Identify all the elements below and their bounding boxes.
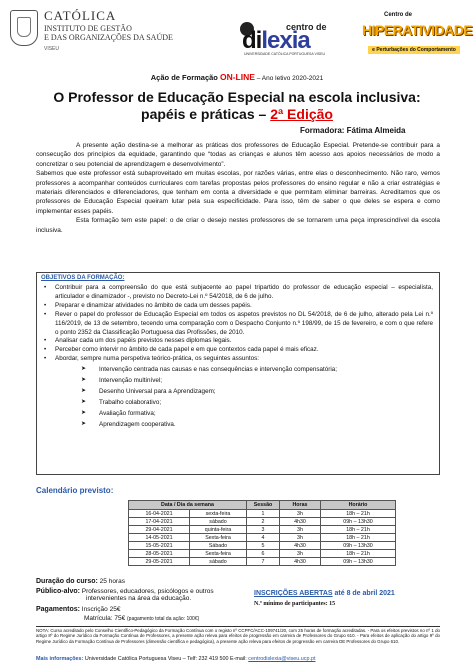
header-hours: Horas: [280, 501, 321, 510]
hiperatividade-logo: [362, 12, 473, 64]
cell-date: 29-05-2021: [129, 558, 190, 566]
cell-date: 17-04-2021: [129, 518, 190, 526]
cell-time: 09h – 13h30: [321, 558, 396, 566]
contact-info: Mais informações: Universidade Católica Portuguesa Viseu – Telf: 232 419 500 E-mail: centrodislexia@viseu.ucp.pt: [36, 656, 316, 662]
intro-paragraph: A presente ação destina-se a melhorar as práticas dos professores de Educação Especial. Pretende-se contribuir para a consecução dos princípios da equidade, garantindo que “todas as crianças e alunos têm acesso aos apoios necessários de modo a concretizar o seu potencial de aprendizagem e desenvolvimento”.: [36, 142, 440, 168]
objective-item: • Analisar cada um dos papéis previstos nesses diplomas legais.: [41, 337, 433, 346]
action-line: Ação de Formação ON-LINE – Ano letivo 2020-2021: [150, 72, 324, 82]
page-title: O Professor de Educação Especial na escola inclusiva: papéis e práticas – 2ª Edição: [53, 89, 421, 122]
table-header-row: [129, 501, 396, 510]
intro-paragraph: Esta formação tem este papel: o de criar o desejo nestes professores de se tornarem uma peça imprescindível da escola inclusiva.: [36, 217, 440, 234]
topic-item: ➤ Intervenção centrada nas causas e nas consequências e intervenção compensatória;: [41, 364, 433, 375]
accreditation-note: NOTA: Curso acreditado pelo Conselho Científico-Pedagógico da Formação Contínua com o registo nº CCPFC/ACC-109741/20, com 25 horas de formação acreditadas. - Para os efeitos previstos no nº 1 do artigo 8º do Regime Jurídico da Formação Contínua de Professores, a presente ação releva para efeitos de progressão em carreira de Professores do Grupo 610. - Para efeitos de aplicação do artigo 9º do Regime Jurídico da Formação Contínua de Professores (dimensão científica e pedagógica), a presente ação releva para efeitos de progressão em carreira DE Professores do Grupo 610.: [36, 628, 440, 644]
hiper-subtitle: e Perturbações do Comportamento: [368, 46, 460, 54]
course-duration: Duração do curso: 25 horas: [36, 578, 125, 585]
hiper-prefix: Centro de: [384, 12, 413, 18]
topic-item: ➤ Aprendizagem cooperativa.: [41, 419, 433, 430]
payments: Pagamentos: Inscrição 25€: [36, 606, 121, 613]
cell-date: 16-04-2021: [129, 510, 190, 518]
mode-label: ON-LINE: [219, 72, 255, 82]
schedule-table: [128, 500, 396, 566]
cell-session: 6: [247, 550, 280, 558]
header-schedule: Horário: [321, 501, 396, 510]
cell-hours: 3h: [280, 534, 321, 542]
objectives-title: OBJETIVOS DA FORMAÇÃO:: [41, 275, 125, 281]
footer-divider: [36, 626, 440, 627]
table-row: [129, 550, 396, 558]
objective-item: • Contribuir para a compreensão do que está subjacente ao papel tripartido do professor de educação especial – especialista, articulador e dinamizador -, previsto no Decreto-Lei n.º 54/2018, de 6 de julho.: [41, 284, 433, 302]
table-row: [129, 526, 396, 534]
edition-label: 2ª Edição: [270, 106, 333, 122]
university-seal-icon: [10, 10, 38, 46]
intro-paragraph: Sabemos que este professor está subaproveitado em muitas escolas, por razões várias, entre elas o desconhecimento. Não raro, vemos professores a acompanhar conteúdos curriculares com tarefas propostas pelos professores do ensino regular e não a criar estratégias e materiais diferenciados e diferenciadores, que tenham em conta a diversidade e que permitam eliminar barreiras. Acreditamos que os professores de Educação Especial queiram lutar pela sua especificidade. Para isso, têm de saber o que deles se espera e como implementar esses papéis.: [36, 170, 440, 215]
objectives-list: [41, 284, 433, 430]
cell-weekday: sábado: [190, 558, 247, 566]
header-session: Sessão: [247, 501, 280, 510]
cell-time: 18h – 21h: [321, 534, 396, 542]
cell-time: 18h – 21h: [321, 510, 396, 518]
topic-item: ➤ Avaliação formativa;: [41, 408, 433, 419]
objectives-box: [36, 272, 440, 475]
cell-weekday: quinta-feira: [190, 526, 247, 534]
cell-weekday: Sábado: [190, 542, 247, 550]
topic-item: ➤ Desenho Universal para a Aprendizagem;: [41, 386, 433, 397]
trainer-name: Formadora: Fátima Almeida: [300, 126, 406, 135]
dislexia-logo: [240, 18, 342, 60]
cell-session: 3: [247, 526, 280, 534]
cell-weekday: sábado: [190, 518, 247, 526]
hiper-name: HIPERATIVIDADE: [362, 22, 473, 38]
tuition: Matrícula: 75€ (pagamento total da ação: 100€): [84, 615, 200, 622]
cell-time: 09h – 13h30: [321, 542, 396, 550]
cell-date: 14-05-2021: [129, 534, 190, 542]
cell-session: 5: [247, 542, 280, 550]
registration-open: INSCRIÇÕES ABERTAS até 8 de abril 2021: [254, 590, 395, 597]
cell-hours: 4h30: [280, 518, 321, 526]
cell-session: 4: [247, 534, 280, 542]
table-row: [129, 518, 396, 526]
objective-item: • Preparar e dinamizar atividades no âmbito de cada um desses papéis.: [41, 302, 433, 311]
header-date: Data / Dia da semana: [129, 501, 247, 510]
cell-date: 28-05-2021: [129, 550, 190, 558]
cell-session: 1: [247, 510, 280, 518]
cell-weekday: sexta-feira: [190, 510, 247, 518]
cell-hours: 4h30: [280, 558, 321, 566]
cell-session: 7: [247, 558, 280, 566]
cell-weekday: Sexta-feira: [190, 534, 247, 542]
cell-hours: 4h30: [280, 542, 321, 550]
table-row: [129, 510, 396, 518]
objective-item: • Abordar, sempre numa perspetiva teórico-prática, os seguintes assuntos:: [41, 355, 433, 364]
dislexia-prefix: centro de: [286, 22, 327, 32]
email-link[interactable]: centrodislexia@viseu.ucp.pt: [248, 656, 316, 662]
intro-text: [36, 141, 440, 235]
table-row: [129, 534, 396, 542]
target-audience: Público-alvo: Professores, educadores, psicólogos e outros intervenientes na área da educação.: [36, 588, 214, 602]
cell-hours: 3h: [280, 550, 321, 558]
university-name: CATÓLICA: [44, 8, 117, 23]
cell-date: 15-05-2021: [129, 542, 190, 550]
table-row: [129, 542, 396, 550]
dislexia-subtitle: UNIVERSIDADE CATÓLICA PORTUGUESA VISEU: [244, 52, 325, 56]
university-city: VISEU: [44, 46, 60, 52]
objective-item: • Perceber como intervir no âmbito de cada papel e em que contextos cada papel é mais eficaz.: [41, 346, 433, 355]
calendar-title: Calendário previsto:: [36, 486, 114, 495]
objective-item: • Rever o papel do professor de Educação Especial em todos os aspetos previstos no DL 54/2018, de 6 de julho, alterado pela Lei n.º 116/2019, de 13 de setembro, tecendo uma comparação com o Despacho Conjunto n.º 198/99, de 15 de fevereiro, e com o que refere o ponto 2352 da Classificação Portuguesa das Profissões, de 2010.: [41, 311, 433, 338]
cell-hours: 3h: [280, 526, 321, 534]
cell-time: 18h – 21h: [321, 526, 396, 534]
university-institute: INSTITUTO DE GESTÃO E DAS ORGANIZAÇÕES DA SAÚDE: [44, 24, 173, 42]
cell-time: 09h – 13h30: [321, 518, 396, 526]
min-participants: N.º mínimo de participantes: 15: [254, 601, 336, 607]
topic-item: ➤ Intervenção multinível;: [41, 375, 433, 386]
table-row: [129, 558, 396, 566]
cell-date: 29-04-2021: [129, 526, 190, 534]
cell-time: 18h – 21h: [321, 550, 396, 558]
cell-session: 2: [247, 518, 280, 526]
cell-weekday: Sexta-feira: [190, 550, 247, 558]
catolica-logo: [8, 8, 198, 58]
dislexia-name: dilexia: [242, 27, 310, 54]
cell-hours: 3h: [280, 510, 321, 518]
topic-item: ➤ Trabalho colaborativo;: [41, 397, 433, 408]
